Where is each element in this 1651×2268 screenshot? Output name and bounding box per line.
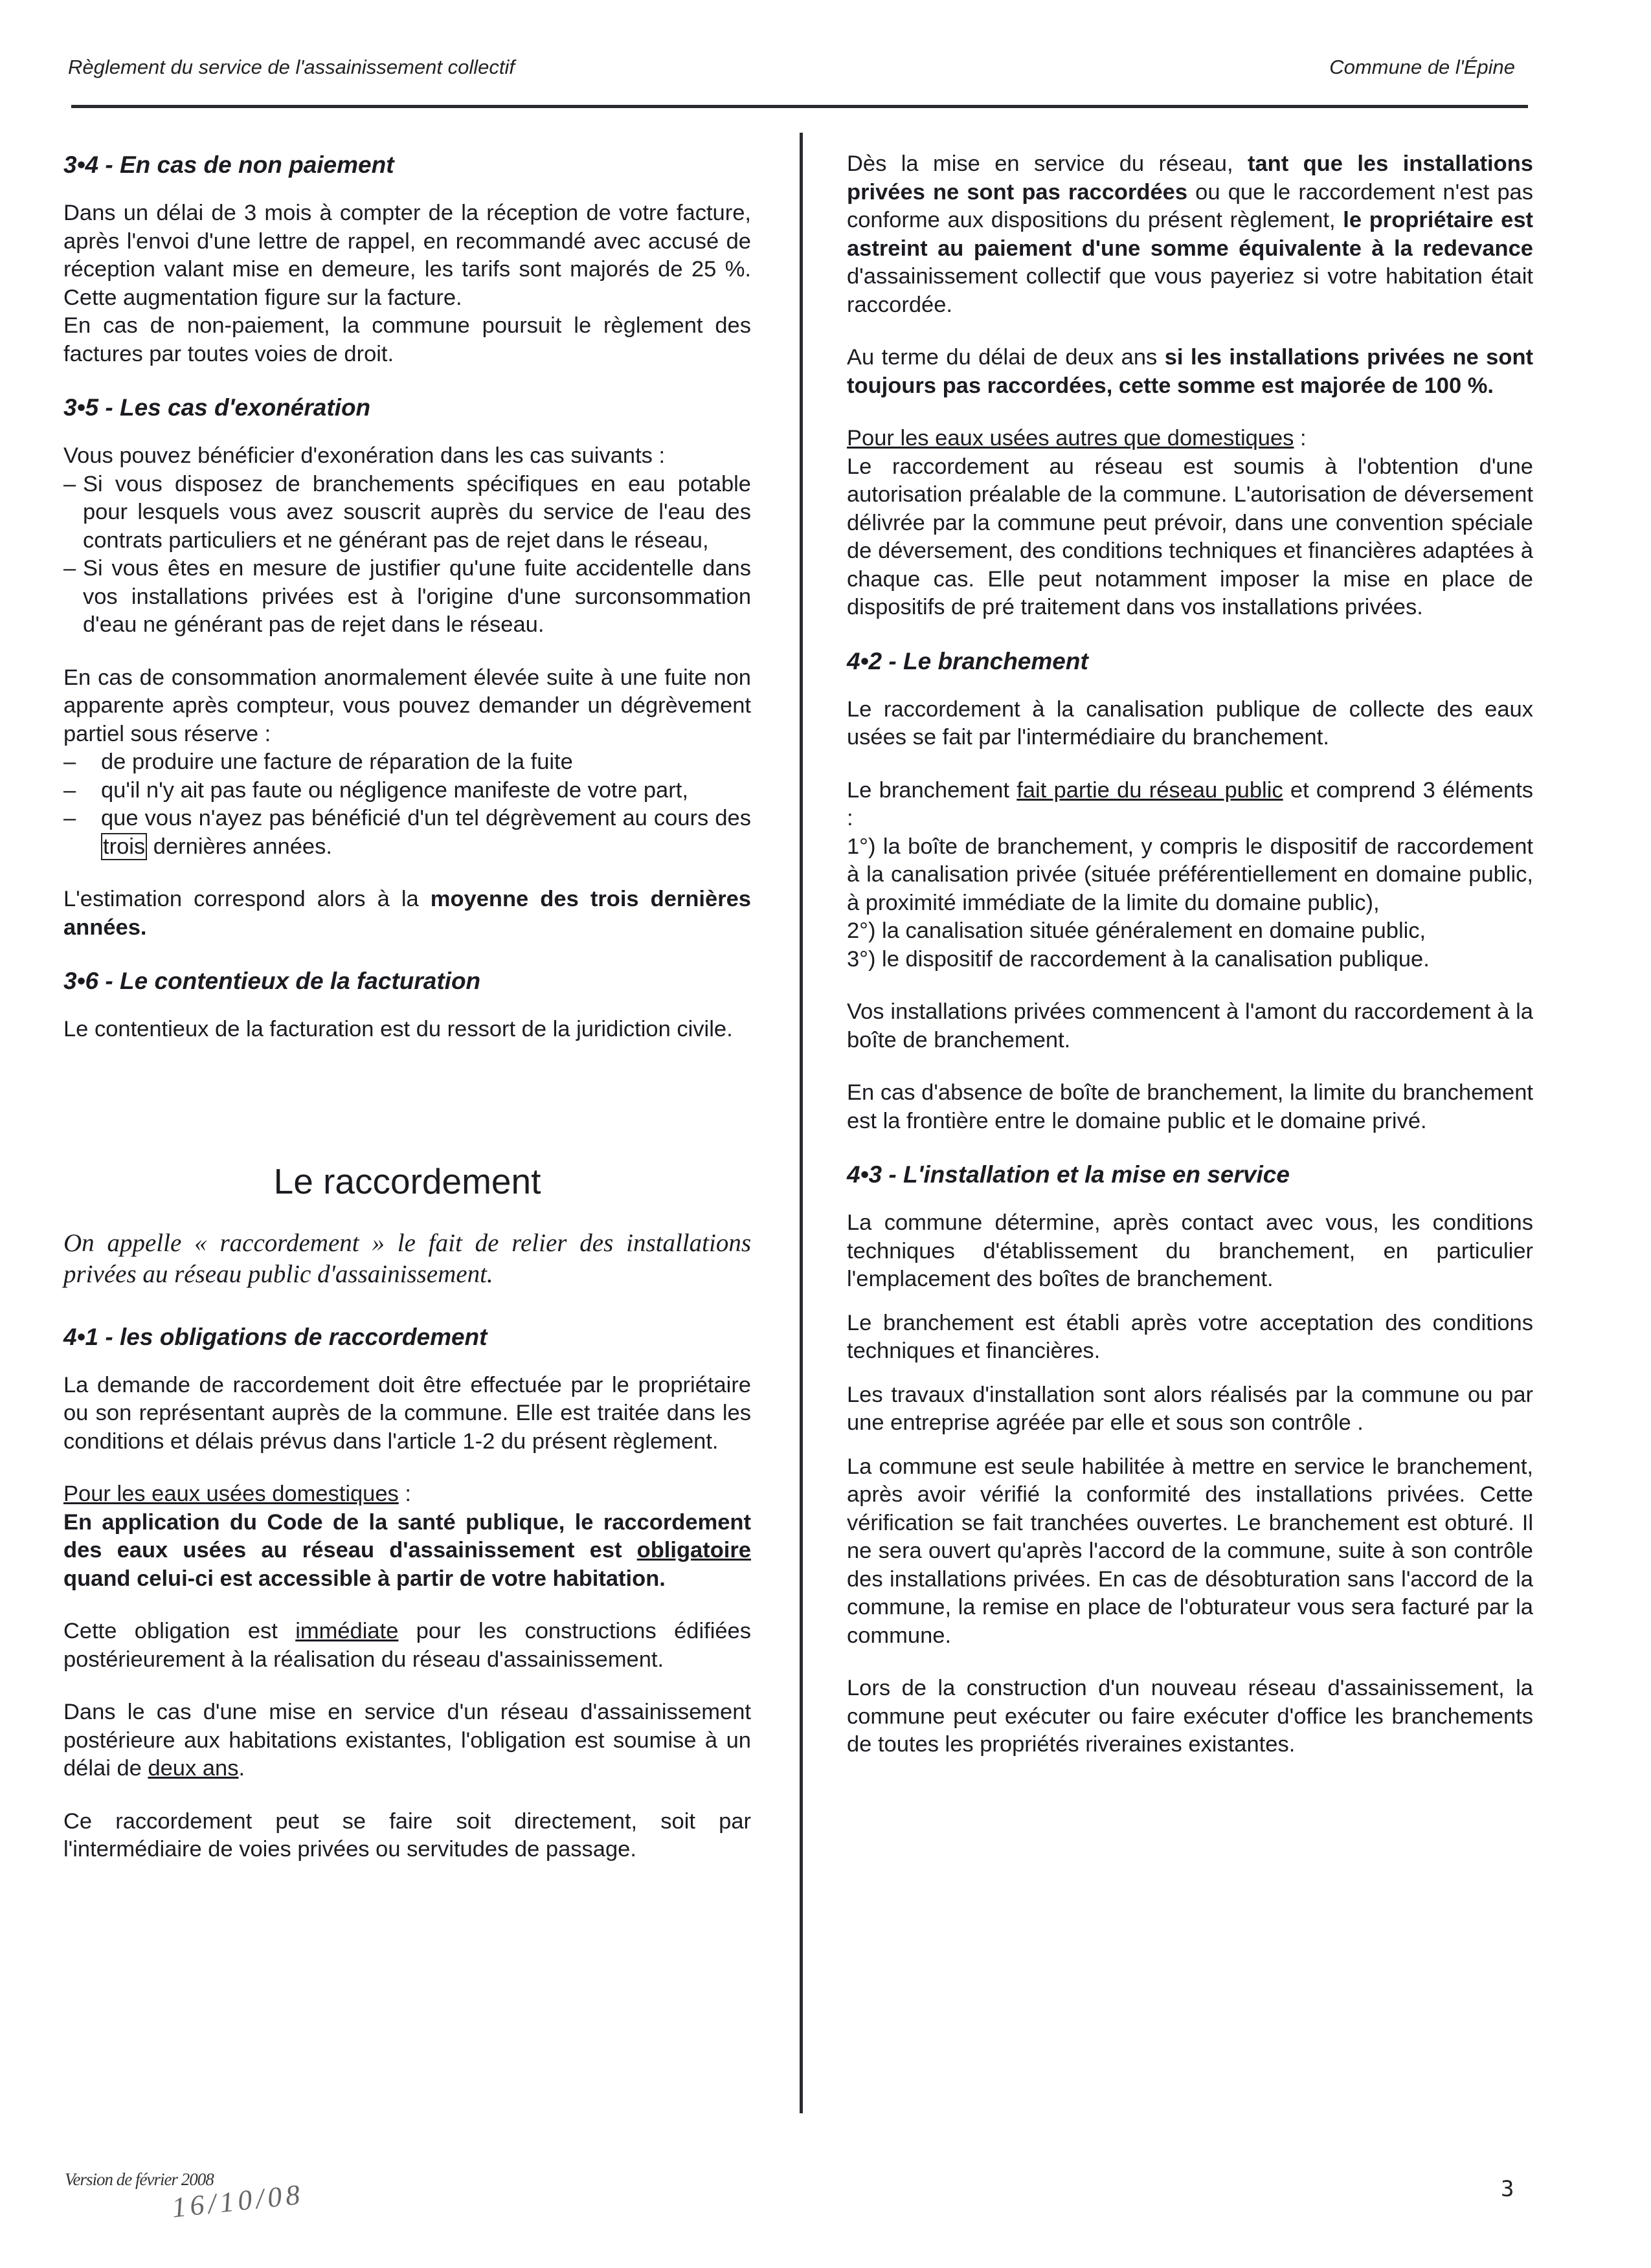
- section-heading-3-6: 3•6 - Le contentieux de la facturation: [63, 968, 481, 994]
- bold-text: moyenne des trois dernières années.: [63, 887, 751, 940]
- paragraph: Le contentieux de la facturation est du ressort de la juridiction civile.: [63, 1017, 733, 1041]
- text-run: :: [1294, 426, 1307, 450]
- text-run: L'estimation correspond alors à la: [63, 887, 431, 911]
- underlined-text: deux ans: [148, 1756, 239, 1781]
- page-number: 3: [1501, 2176, 1514, 2202]
- chapter-intro: On appelle « raccordement » le fait de relier des installations privées au réseau public d'assainissement.: [63, 1228, 751, 1288]
- paragraph: Vous pouvez bénéficier d'exonération dans les cas suivants :: [63, 443, 666, 468]
- paragraph: Ce raccordement peut se faire soit directement, soit par l'intermédiaire de voies privées ou servitudes de passage.: [63, 1808, 751, 1862]
- running-header-right: Commune de l'Épine: [1329, 56, 1515, 78]
- paragraph: [847, 344, 1533, 400]
- paragraph: [847, 150, 1533, 319]
- paragraph: Dans un délai de 3 mois à compter de la réception de votre facture, après l'envoi d'une lettre de rappel, en recommandé avec accusé de réception valant mise en demeure, les tarifs sont majorés de 25 %. Cette augmentation figure sur la facture.: [63, 201, 751, 310]
- text-run: :: [398, 1482, 411, 1506]
- paragraph: La commune est seule habilitée à mettre en service le branchement, après avoir vérifié la conformité des installations privées. Cette vérification se fait tranchées ouvertes. Le branchement est obturé. Il ne sera ouvert qu'après l'accord de la commune, suite à son contrôle des installations privées. En cas de désobturation sans l'accord de la commune, la remise en place de l'obturateur vous sera facturé par la commune.: [847, 1454, 1533, 1648]
- paragraph: En cas d'absence de boîte de branchement, la limite du branchement est la frontière entre le domaine public et le domaine privé.: [847, 1080, 1533, 1133]
- exoneration-list: [63, 471, 751, 639]
- paragraph: Le raccordement à la canalisation publique de collecte des eaux usées se fait par l'intermédiaire du branchement.: [847, 696, 1533, 750]
- subheading-domestic: Pour les eaux usées domestiques: [63, 1482, 399, 1506]
- text-run: Le branchement: [847, 777, 1017, 803]
- list-item-text: qu'il n'y ait pas faute ou négligence manifeste de votre part,: [101, 777, 688, 803]
- text-run: pour les constructions édifiées postérieurement à la réalisation du réseau d'assainissement.: [63, 1619, 751, 1672]
- underlined-text: fait partie du réseau public: [1016, 777, 1283, 803]
- paragraph: Lors de la construction d'un nouveau réseau d'assainissement, la commune peut exécuter ou faire exécuter d'office les branchements de toutes les propriétés riveraines existantes.: [847, 1676, 1533, 1757]
- text-run: ou que le raccordement n'est pas conforme aux dispositions du présent règlement,: [847, 179, 1533, 232]
- section-heading-4-3: 4•3 - L'installation et la mise en service: [847, 1161, 1290, 1188]
- paragraph: Le branchement est établi après votre acceptation des conditions techniques et financières.: [847, 1310, 1533, 1363]
- boxed-word: trois: [101, 833, 147, 860]
- bold-text: le propriétaire est astreint au paiement d'une somme équivalente à la redevance: [847, 208, 1533, 261]
- text-run: Dès la mise en service du réseau,: [847, 151, 1248, 176]
- element-item: 1°) la boîte de branchement, y compris le dispositif de raccordement à la canalisation privée (située préférentiellement en domaine public, à proximité immédiate de la limite du domaine public),: [847, 834, 1533, 915]
- text-run: Le raccordement au réseau est soumis à l'obtention d'une autorisation préalable de la commune. L'autorisation de déversement délivrée par la commune peut prévoir, dans une convention spéciale de déversement, des conditions techniques et financières adaptées à chaque cas. Elle peut notamment imposer la mise en place de dispositifs de pré traitement dans vos installations privées.: [847, 454, 1533, 619]
- paragraph: [847, 777, 1533, 974]
- list-item: – Si vous disposez de branchements spécifiques en eau potable pour lesquels vous avez souscrit auprès du service de l'eau des contrats particuliers et ne générant pas de rejet dans le réseau,: [63, 471, 751, 555]
- list-item-text: de produire une facture de réparation de la fuite: [101, 750, 573, 774]
- column-divider: [800, 133, 803, 2113]
- list-item-text: dernières années.: [147, 834, 332, 859]
- paragraph: En cas de non-paiement, la commune poursuit le règlement des factures par toutes voies de droit.: [63, 313, 751, 366]
- section-heading-4-1: 4•1 - les obligations de raccordement: [63, 1323, 488, 1350]
- paragraph: [63, 1480, 751, 1593]
- chapter-title: Le raccordement: [273, 1161, 541, 1201]
- paragraph: Les travaux d'installation sont alors réalisés par la commune ou par une entreprise agréée par elle et sous son contrôle .: [847, 1382, 1533, 1435]
- bold-text: En application du Code de la santé publique, le raccordement des eaux usées au réseau d'assainissement est: [63, 1509, 751, 1562]
- paragraph: [63, 1698, 751, 1783]
- bold-text: tant que les installations privées ne sont pas raccordées: [847, 151, 1533, 205]
- list-item: [82, 805, 751, 861]
- section-heading-3-5: 3•5 - Les cas d'exonération: [63, 394, 371, 421]
- text-run: Dans le cas d'une mise en service d'un réseau d'assainissement postérieure aux habitations existantes, l'obligation est soumise à un délai de: [63, 1700, 751, 1781]
- text-run: Au terme du délai de deux ans: [847, 345, 1165, 370]
- bold-underlined-text: obligatoire: [636, 1538, 751, 1562]
- text-run: .: [238, 1756, 245, 1781]
- left-column: [63, 150, 751, 1889]
- paragraph: [847, 425, 1533, 622]
- paragraph: Vos installations privées commencent à l'amont du raccordement à la boîte de branchement.: [847, 999, 1533, 1052]
- element-item: 3°) le dispositif de raccordement à la canalisation publique.: [847, 946, 1430, 972]
- section-heading-4-2: 4•2 - Le branchement: [847, 647, 1088, 674]
- subheading-other: Pour les eaux usées autres que domestiques: [847, 426, 1294, 450]
- section-heading-3-4: 3•4 - En cas de non paiement: [63, 151, 394, 178]
- list-item: [82, 777, 751, 805]
- version-note: Version de février 2008: [65, 2170, 214, 2189]
- paragraph: La commune détermine, après contact avec vous, les conditions techniques d'établissement du branchement, en particulier l'emplacement des boîtes de branchement.: [847, 1210, 1533, 1291]
- conditions-list: [63, 748, 751, 861]
- text-run: d'assainissement collectif que vous payeriez si votre habitation était raccordée.: [847, 264, 1533, 317]
- paragraph: [63, 885, 751, 942]
- list-item: [82, 748, 751, 777]
- paragraph: [63, 1618, 751, 1674]
- paragraph: En cas de consommation anormalement élevée suite à une fuite non apparente après compteur, vous pouvez demander un dégrèvement partiel sous réserve :: [63, 665, 751, 746]
- text-run: Cette obligation est: [63, 1619, 296, 1643]
- handwritten-date: 16/10/08: [170, 2178, 306, 2224]
- running-header-left: Règlement du service de l'assainissement collectif: [68, 56, 515, 78]
- list-item: – Si vous êtes en mesure de justifier qu'une fuite accidentelle dans vos installations privées est à l'origine d'une surconsommation d'eau ne générant pas de rejet dans le réseau.: [63, 555, 751, 639]
- bold-text: si les installations privées ne sont toujours pas raccordées, cette somme est majorée de 100 %.: [847, 345, 1534, 398]
- underlined-text: immédiate: [295, 1619, 399, 1643]
- text-run: et comprend 3 éléments :: [847, 777, 1534, 830]
- element-item: 2°) la canalisation située généralement en domaine public,: [847, 918, 1426, 943]
- right-column: [847, 150, 1533, 1784]
- paragraph: La demande de raccordement doit être effectuée par le propriétaire ou son représentant auprès de la commune. Elle est traitée dans les conditions et délais prévus dans l'article 1-2 du présent règlement.: [63, 1372, 751, 1454]
- bold-text: quand celui-ci est accessible à partir de votre habitation.: [63, 1566, 666, 1591]
- header-rule: [71, 105, 1528, 108]
- list-item-text: que vous n'ayez pas bénéficié d'un tel dégrèvement au cours des: [101, 806, 751, 830]
